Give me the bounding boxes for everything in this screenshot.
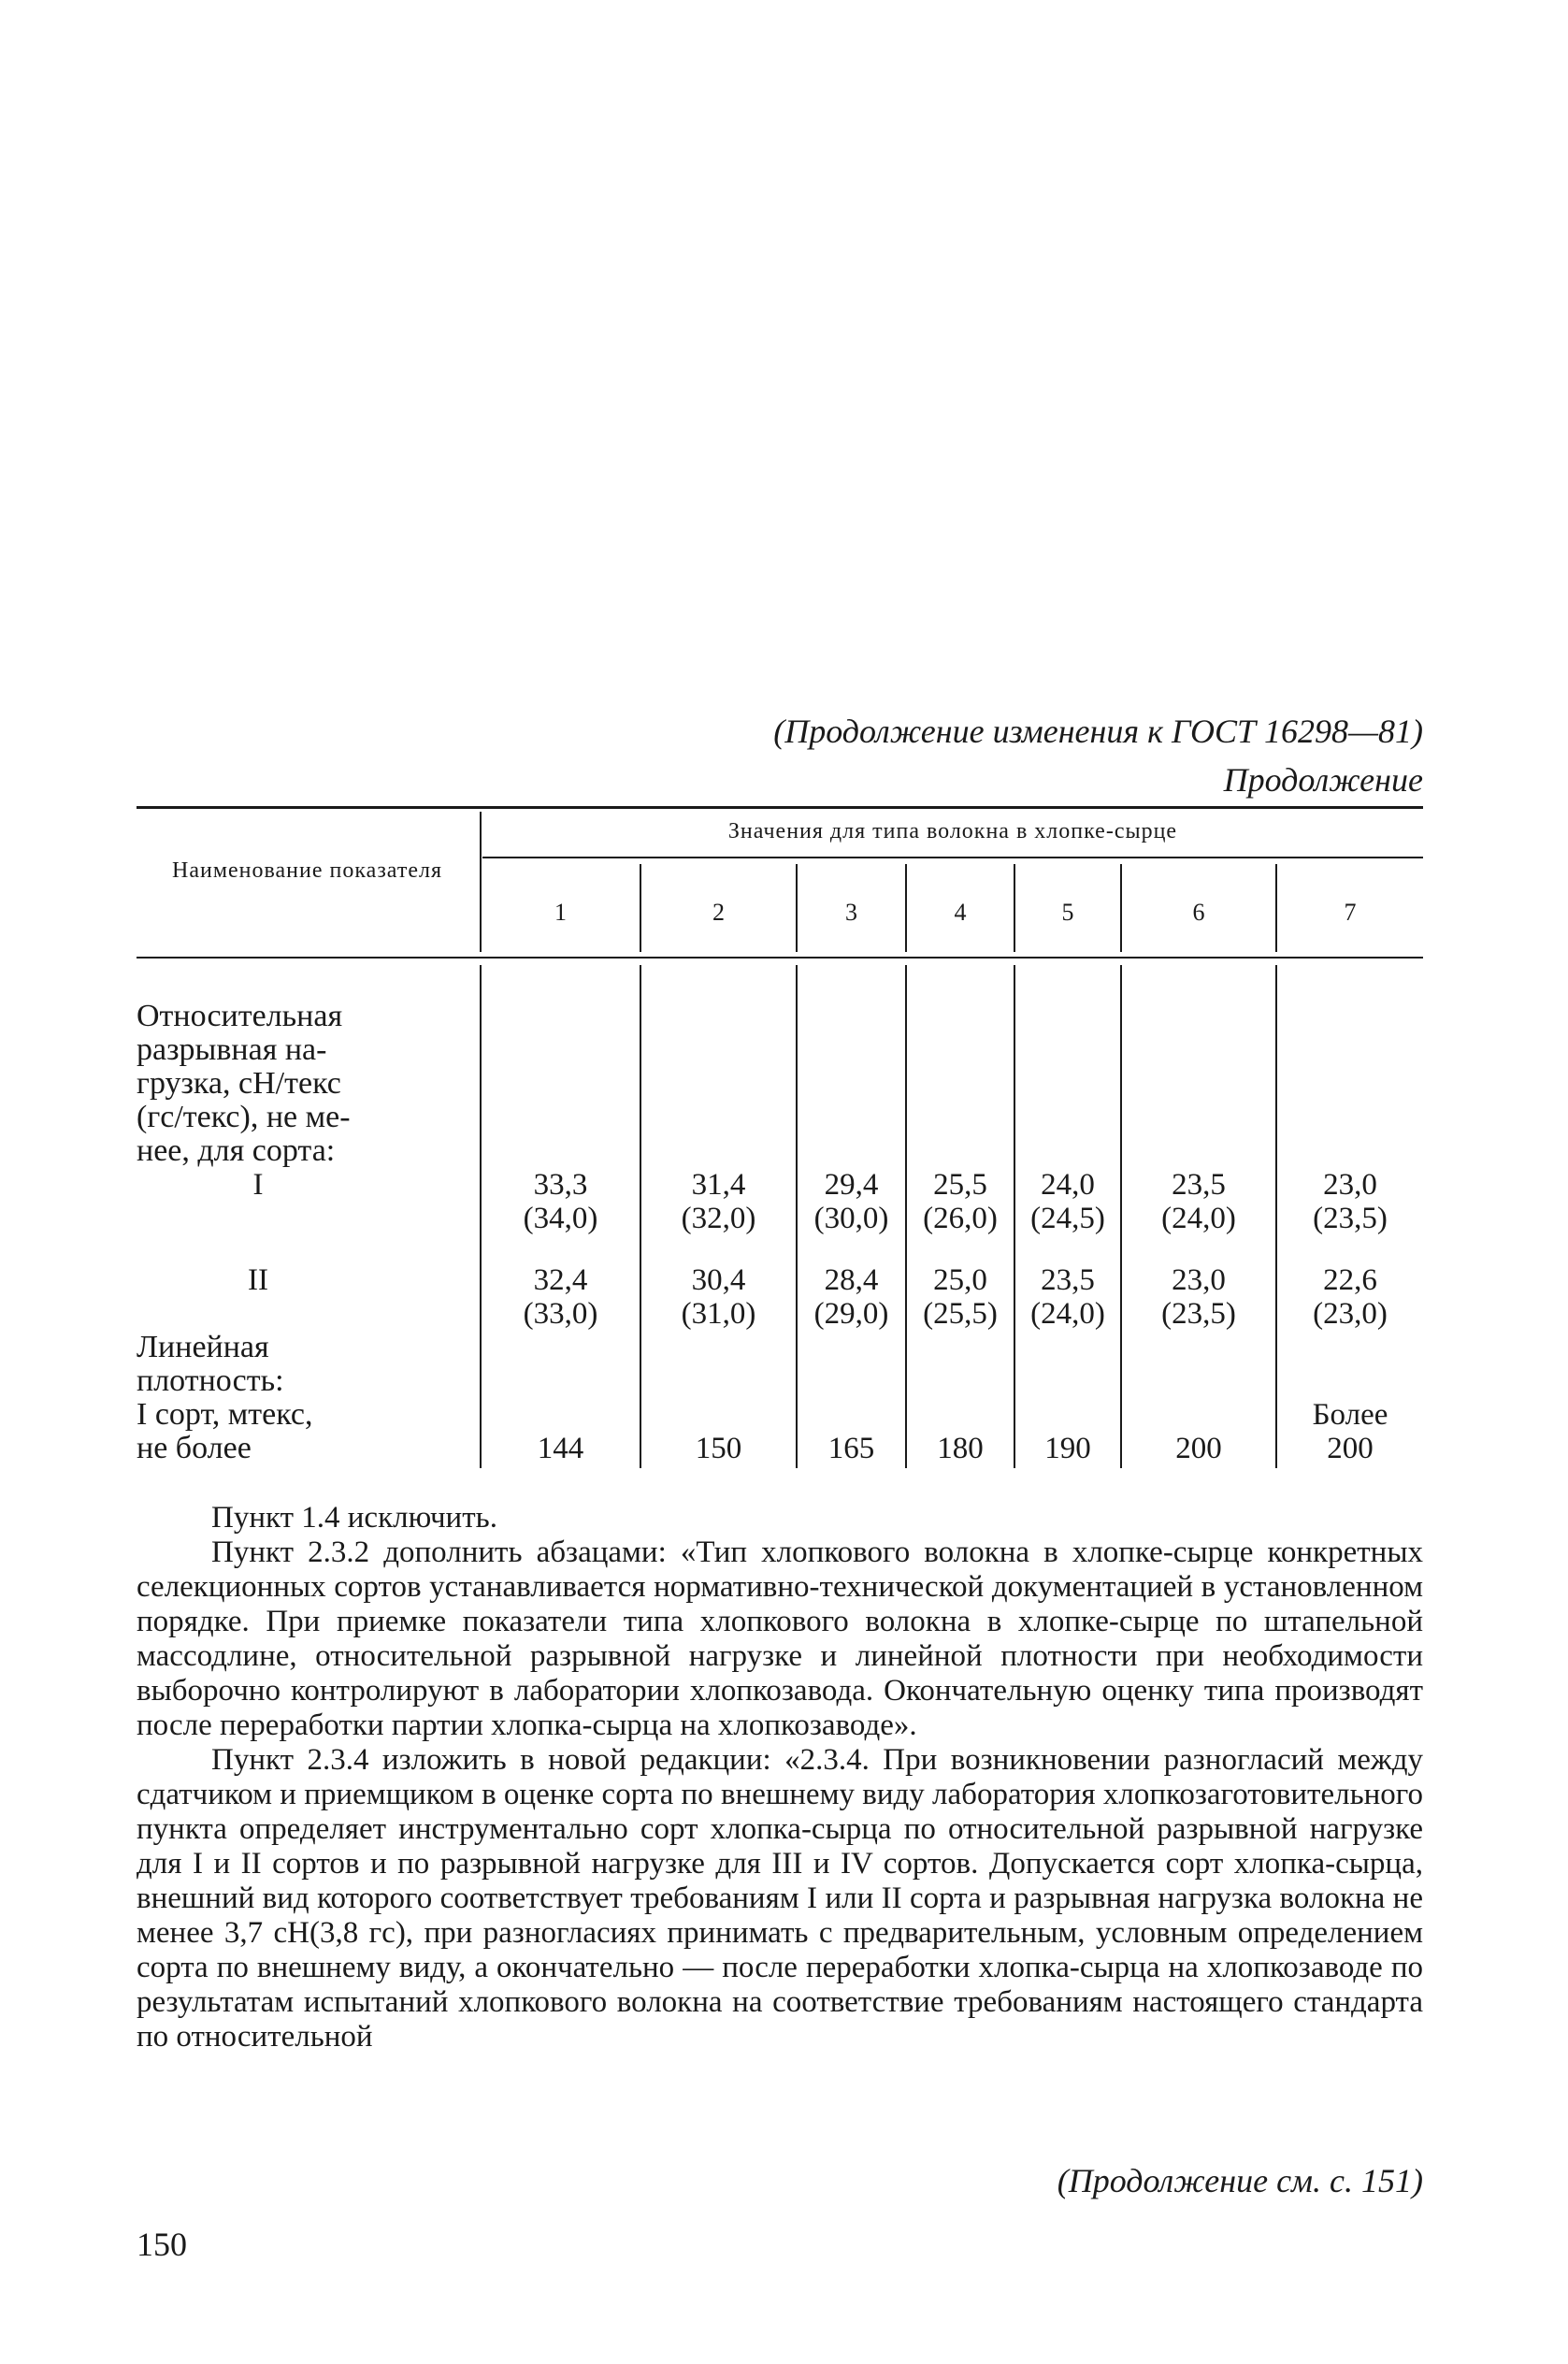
name-line: разрывная на-	[137, 1032, 327, 1067]
paragraph: Пункт 2.3.4 изложить в новой редакции: «2.3.4. При возникновении разногласий между сдатчиком и приемщиком в оценке сорта по внешнему виду лаборатория хлопкозаготовительного пункта определяет инструментально сорт хлопка-сырца по относительной разрывной нагрузке для I и II сортов и по разрывной нагрузке для III и IV сортов. Допускается сорт хлопка-сырца, внешний вид которого соответствует требованиям I или II сорта и разрывная нагрузка волокна не менее 3,7 сН(3,8 гс), при разногласиях принимать с предварительным, условным определением сорта по внешнему виду, а окончательно — после переработки хлопка-сырца на хлопкозаводе по результатам испытаний хлопкового волокна на соответствие требованиям настоящего стандарта по относительной	[137, 1743, 1423, 2054]
data-table	[137, 806, 1423, 1470]
type-header-6: 6	[1192, 899, 1205, 926]
name-line: нее, для сорта:	[137, 1133, 336, 1168]
table-cell: 144	[537, 1432, 584, 1465]
table-cell: (23,5)	[1161, 1297, 1236, 1331]
table-cell: (32,0)	[681, 1202, 756, 1235]
paragraph: Пункт 1.4 исключить.	[211, 1501, 497, 1535]
table-cell: 165	[827, 1432, 875, 1465]
table-cell: 190	[1044, 1432, 1091, 1465]
table-cell: (24,5)	[1030, 1202, 1105, 1235]
table-cell: 25,5	[933, 1168, 987, 1202]
table-cell: 31,4	[691, 1168, 746, 1202]
continuation-label: Продолжение	[1223, 761, 1423, 799]
table-cell: (29,0)	[813, 1297, 889, 1331]
table-cell: (24,0)	[1030, 1297, 1105, 1331]
table-top-rule	[137, 806, 1423, 809]
table-cell: 33,3	[533, 1168, 588, 1202]
table-cell: (23,5)	[1313, 1202, 1388, 1235]
type-header-5: 5	[1061, 899, 1074, 926]
table-cell: 22,6	[1323, 1263, 1377, 1297]
document-title: (Продолжение изменения к ГОСТ 16298—81)	[773, 713, 1423, 750]
table-cell: 32,4	[533, 1263, 588, 1297]
table-cell: (25,5)	[923, 1297, 998, 1331]
group-header-rule	[482, 857, 1423, 858]
body-text	[137, 1501, 1423, 2054]
name-line: Линейная	[137, 1330, 269, 1364]
paragraph: Пункт 2.3.2 дополнить абзацами: «Тип хлопкового волокна в хлопке-сырце конкретных селекционных сортов устанавливается нормативно-технической документацией в установленном порядке. При приемке показатели типа хлопкового волокна в хлопке-сырце по штапельной массодлине, относительной разрывной нагрузке и линейной плотности при необходимости выборочно контролируют в лаборатории хлопкозавода. Окончательную оценку типа производят после переработки партии хлопка-сырца на хлопкозаводе».	[137, 1535, 1423, 1742]
name-line: I сорт, мтекс,	[137, 1397, 313, 1432]
table-cell: (23,0)	[1313, 1297, 1388, 1331]
table-cell: 29,4	[824, 1168, 879, 1202]
column-header-name: Наименование показателя	[172, 858, 442, 883]
name-line: не более	[137, 1431, 252, 1465]
table-cell: 200	[1327, 1432, 1374, 1465]
table-cell: (24,0)	[1161, 1202, 1236, 1235]
table-cell: (30,0)	[813, 1202, 889, 1235]
grade-label-1: I	[252, 1168, 264, 1202]
header-bottom-rule	[137, 957, 1423, 959]
table-cell: 150	[695, 1432, 742, 1465]
type-header-7: 7	[1344, 899, 1357, 926]
table-cell: 23,0	[1172, 1263, 1226, 1297]
table-cell: 180	[937, 1432, 984, 1465]
table-cell: (33,0)	[523, 1297, 598, 1331]
table-cell: 30,4	[691, 1263, 746, 1297]
name-line: плотность:	[137, 1363, 284, 1398]
header-divider-name	[480, 812, 482, 952]
type-header-3: 3	[845, 899, 857, 926]
table-cell: 23,5	[1041, 1263, 1095, 1297]
continuation-note: (Продолжение см. с. 151)	[1057, 2162, 1423, 2199]
table-cell: 23,5	[1172, 1168, 1226, 1202]
table-cell: 200	[1175, 1432, 1222, 1465]
table-cell-prefix: Более	[1312, 1398, 1388, 1432]
table-cell: 23,0	[1323, 1168, 1377, 1202]
indicator-name-strength	[137, 1000, 482, 1168]
table-cell: 24,0	[1041, 1168, 1095, 1202]
table-cell: 25,0	[933, 1263, 987, 1297]
indicator-name-density	[137, 1331, 482, 1465]
page-header	[137, 707, 1423, 804]
name-line: (гс/текс), не ме-	[137, 1100, 351, 1134]
table-cell: 28,4	[824, 1263, 879, 1297]
type-header-4: 4	[954, 899, 967, 926]
name-line: грузка, сН/текс	[137, 1066, 341, 1101]
table-cell: (31,0)	[681, 1297, 756, 1331]
type-header-2: 2	[712, 899, 725, 926]
page-number: 150	[137, 2226, 187, 2263]
column-group-header: Значения для типа волокна в хлопке-сырце	[727, 819, 1178, 843]
table-cell: (26,0)	[923, 1202, 998, 1235]
type-header-1: 1	[554, 899, 567, 926]
table-cell: (34,0)	[523, 1202, 598, 1235]
grade-label-2: II	[248, 1263, 268, 1297]
name-line: Относительная	[137, 999, 343, 1033]
